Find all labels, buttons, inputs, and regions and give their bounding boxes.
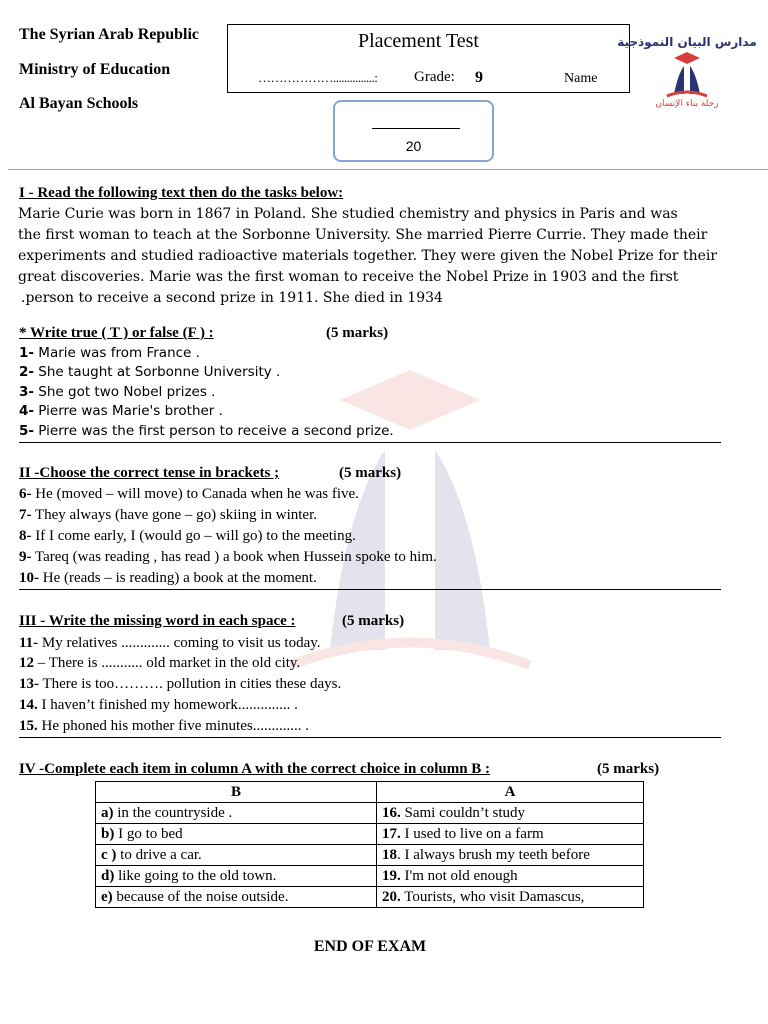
- test-title: Placement Test: [358, 30, 479, 52]
- grade-value: 9: [475, 69, 483, 86]
- column-a-cell: 16. Sami couldn’t study: [377, 803, 644, 824]
- passage-line: Marie Curie was born in 1867 in Poland. She studied chemistry and physics in Paris and was: [18, 206, 678, 222]
- column-a-header: A: [377, 782, 644, 803]
- country-name: The Syrian Arab Republic: [19, 26, 200, 43]
- score-blank-line: [372, 128, 460, 129]
- end-of-exam: END OF EXAM: [313, 938, 427, 955]
- matching-table: [95, 781, 644, 908]
- name-label: Name: [564, 71, 598, 86]
- score-total: 20: [405, 138, 422, 154]
- section-divider: [19, 442, 721, 443]
- section2-marks: (5 marks): [339, 465, 402, 481]
- tf-marks: (5 marks): [326, 325, 389, 341]
- book-left-icon: [674, 66, 684, 94]
- section-divider: [19, 737, 721, 738]
- reading-passage: [18, 204, 717, 309]
- column-a-cell: 20. Tourists, who visit Damascus,: [377, 887, 644, 908]
- column-a-cell: 17. I used to live on a farm: [377, 824, 644, 845]
- table-row: [96, 845, 644, 866]
- passage-line: experiments and studied radioactive materials together. They were given the Nobel Prize for their: [18, 248, 718, 264]
- question-item: 13- There is too………. pollution in cities these days.: [19, 676, 342, 692]
- section1-heading: I - Read the following text then do the tasks below:: [19, 185, 344, 201]
- question-item: 12 – There is ........... old market in the old city.: [19, 655, 301, 671]
- section2-heading: II -Choose the correct tense in brackets ;: [19, 465, 280, 481]
- column-a-cell: 19. I'm not old enough: [377, 866, 644, 887]
- column-b-cell: d) like going to the old town.: [96, 866, 377, 887]
- question-item: 10- He (reads – is reading) a book at the moment.: [19, 570, 317, 586]
- table-row: [96, 887, 644, 908]
- header-divider: [8, 169, 768, 170]
- section3-marks: (5 marks): [342, 613, 405, 629]
- grade-label: Grade:: [414, 69, 455, 85]
- watermark-cap-icon: [340, 370, 480, 430]
- question-item: 7- They always (have gone – go) skiing in winter.: [19, 507, 318, 523]
- table-header-row: [96, 782, 644, 803]
- table-row: [96, 803, 644, 824]
- question-item: 11- My relatives ............. coming to visit us today.: [19, 635, 321, 651]
- column-b-cell: b) I go to bed: [96, 824, 377, 845]
- passage-line: the first woman to teach at the Sorbonne University. She married Pierre Currie. They made their: [18, 227, 708, 243]
- table-row: [96, 824, 644, 845]
- score-box: [333, 100, 494, 162]
- passage-line: .person to receive a second prize in 1911. She died in 1934: [21, 290, 443, 306]
- logo-arabic-name: مدارس البيان النموذجية: [617, 35, 757, 49]
- watermark-arc-icon: [290, 643, 530, 666]
- watermark-book-right-icon: [435, 450, 490, 650]
- section-divider: [19, 589, 721, 590]
- question-item: 8- If I come early, I (would go – will go) to the meeting.: [19, 528, 356, 544]
- name-blank: ………………...............:: [258, 70, 378, 85]
- question-item: 6- He (moved – will move) to Canada when he was five.: [19, 486, 359, 502]
- ministry-name: Ministry of Education: [19, 61, 171, 78]
- question-item: 5- Pierre was the first person to receive a second prize.: [19, 423, 394, 439]
- column-b-header: B: [96, 782, 377, 803]
- graduation-cap-icon: [674, 52, 700, 64]
- section3-heading: III - Write the missing word in each space :: [19, 613, 296, 629]
- section4-heading: IV -Complete each item in column A with the correct choice in column B :: [19, 761, 491, 777]
- logo-arc-icon: [667, 92, 707, 96]
- column-b-cell: a) in the countryside .: [96, 803, 377, 824]
- question-item: 1- Marie was from France .: [19, 345, 200, 361]
- book-right-icon: [690, 66, 700, 94]
- question-item: 9- Tareq (was reading , has read ) a book when Hussein spoke to him.: [19, 549, 437, 565]
- question-item: 4- Pierre was Marie's brother .: [19, 403, 223, 419]
- column-b-cell: e) because of the noise outside.: [96, 887, 377, 908]
- school-name: Al Bayan Schools: [19, 95, 139, 112]
- passage-line: great discoveries. Marie was the first woman to receive the Nobel Prize in 1903 and the first: [18, 269, 679, 285]
- column-b-cell: c ) to drive a car.: [96, 845, 377, 866]
- logo-arabic-slogan: رحلة بناء الإنسان: [655, 99, 719, 109]
- school-logo: [612, 22, 762, 114]
- section4-marks: (5 marks): [597, 761, 660, 777]
- table-row: [96, 866, 644, 887]
- question-item: 15. He phoned his mother five minutes............. .: [19, 718, 309, 734]
- question-item: 2- She taught at Sorbonne University .: [19, 364, 281, 380]
- tf-heading: * Write true ( T ) or false (F ) :: [19, 325, 214, 341]
- question-item: 14. I haven’t finished my homework.............. .: [19, 697, 298, 713]
- column-a-cell: 18. I always brush my teeth before: [377, 845, 644, 866]
- title-box: [227, 24, 630, 93]
- question-item: 3- She got two Nobel prizes .: [19, 384, 216, 400]
